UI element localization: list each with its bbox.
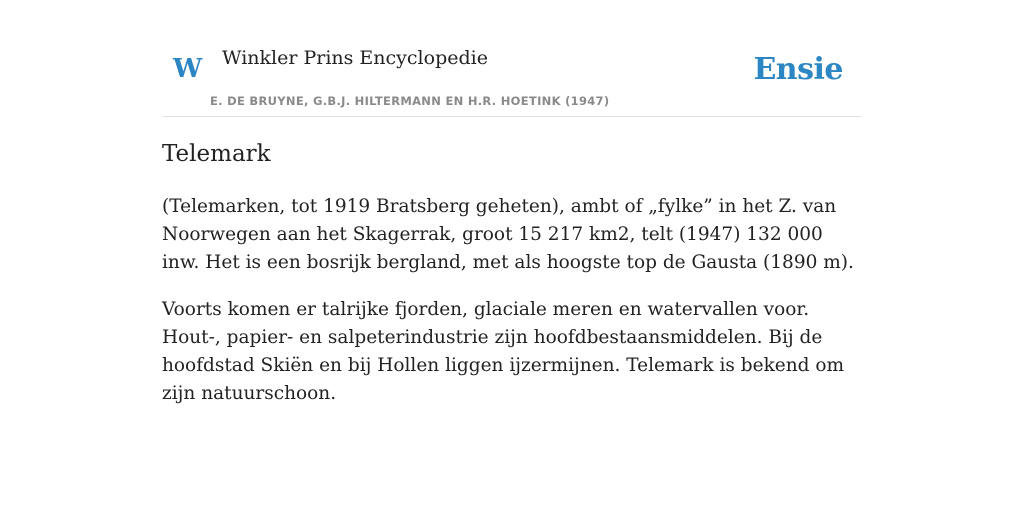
article-paragraph: (Telemarken, tot 1919 Bratsberg geheten), ambt of „fylke” in het Z. van Noorwegen aan het Skagerrak, groot 15 217 km2, telt (1947) 132 000 inw. Het is een bosrijk bergland, met als hoogste top de Gausta (1890 m). xyxy=(162,196,854,273)
article xyxy=(162,138,862,408)
source-header xyxy=(162,0,862,117)
ensie-brand-link[interactable]: Ensie xyxy=(753,52,843,87)
encyclopedia-logo[interactable]: W xyxy=(173,54,203,84)
article-title: Telemark xyxy=(162,141,271,167)
article-paragraph: Voorts komen er talrijke fjorden, glaciale meren en watervallen voor. Hout-, papier- en salpeterindustrie zijn hoofdbestaansmiddelen. Bij de hoofdstad Skiën en bij Hollen liggen ijzermijnen. Telemark is bekend om zijn natuurschoon. xyxy=(162,299,845,404)
source-authors: E. DE BRUYNE, G.B.J. HILTERMANN EN H.R. HOETINK (1947) xyxy=(210,94,610,108)
source-title[interactable]: Winkler Prins Encyclopedie xyxy=(222,47,488,69)
